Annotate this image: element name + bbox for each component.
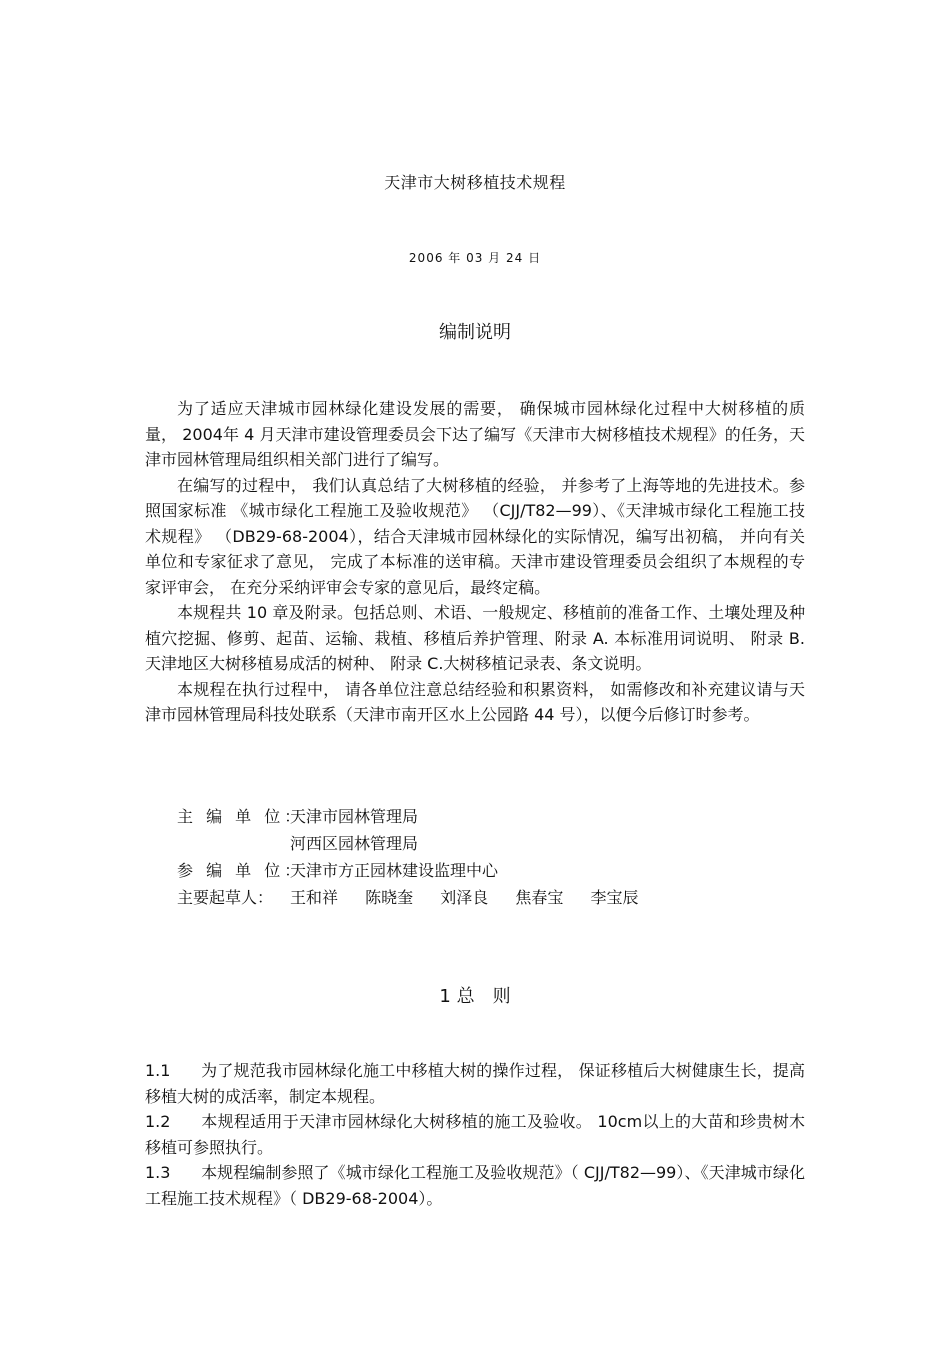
clause-number: 1.2 <box>145 1112 171 1131</box>
drafters-label: 主要起草人： <box>177 888 274 907</box>
clause-text: 为了规范我市园林绿化施工中移植大树的操作过程， 保证移植后大树健康生长，提高移植大树的成活率，制定本规程。 <box>145 1061 805 1106</box>
clause-text: 本规程编制参照了《城市绿化工程施工及验收规范》（ CJJ/T82—99）、《天津城市绿化工程施工技术规程》（ DB29-68-2004）。 <box>145 1163 805 1208</box>
preface-paragraph: 为了适应天津城市园林绿化建设发展的需要， 确保城市园林绿化过程中大树移植的质量， 2004年 4 月天津市建设管理委员会下达了编写《天津市大树移植技术规程》的任务，天津市园林管理局组织相关部门进行了编写。 <box>145 399 805 469</box>
clause-number: 1.3 <box>145 1163 171 1182</box>
chapter-heading: 1 总 则 <box>439 986 511 1007</box>
clause-number: 1.1 <box>145 1061 171 1080</box>
editor-label-spacer <box>145 830 290 857</box>
drafter-name: 王和祥 <box>290 888 339 907</box>
drafters-row <box>145 884 805 911</box>
editor-row <box>145 803 805 830</box>
participant-label: 参 编 单 位： <box>177 861 305 880</box>
clause <box>145 1058 805 1109</box>
drafters-list <box>290 884 660 911</box>
preface-paragraph: 本规程在执行过程中， 请各单位注意总结经验和积累资料， 如需修改和补充建议请与天津市园林管理局科技处联系（天津市南开区水上公园路 44 号），以便今后修订时参考。 <box>145 679 805 724</box>
document-title: 天津市大树移植技术规程 <box>384 173 566 192</box>
drafter-name: 刘泽良 <box>440 888 489 907</box>
participant-unit: 天津市方正园林建设监理中心 <box>290 861 499 880</box>
editor-row-2 <box>145 830 805 857</box>
credits-block <box>145 803 805 911</box>
preface-paragraph: 本规程共 10 章及附录。包括总则、术语、一般规定、移植前的准备工作、土壤处理及种植穴挖掘、修剪、起苗、运输、栽植、移植后养护管理、附录 A. 本标准用词说明、 附录 B. 天津地区大树移植易成活的树种、 附录 C.大树移植记录表、条文说明。 <box>145 603 805 673</box>
preface-paragraph: 在编写的过程中， 我们认真总结了大树移植的经验， 并参考了上海等地的先进技术。参照国家标准 《城市绿化工程施工及验收规范》 （CJJ/T82—99）、《天津城市绿化工程施工技术规程》 （DB29-68-2004），结合天津城市园林绿化的实际情况，编写出初稿， 并向有关单位和专家征求了意见， 完成了本标准的送审稿。天津市建设管理委员会组织了本规程的专家评审会， 在充分采纳评审会专家的意见后，最终定稿。 <box>145 475 805 597</box>
preface-body <box>145 396 805 728</box>
participant-row <box>145 857 805 884</box>
chapter-body <box>145 1058 805 1211</box>
drafter-name: 焦春宝 <box>515 888 564 907</box>
editor-label: 主 编 单 位： <box>177 807 305 826</box>
clause-text: 本规程适用于天津市园林绿化大树移植的施工及验收。 10cm以上的大苗和珍贵树木移植可参照执行。 <box>145 1112 805 1157</box>
preface-heading: 编制说明 <box>439 322 511 343</box>
document-date: 2006 年 03 月 24 日 <box>408 251 542 265</box>
drafter-name: 陈晓奎 <box>365 888 414 907</box>
editor-unit: 河西区园林管理局 <box>290 834 419 853</box>
clause <box>145 1109 805 1160</box>
clause <box>145 1160 805 1211</box>
editor-unit: 天津市园林管理局 <box>290 807 419 826</box>
drafter-name: 李宝辰 <box>590 888 639 907</box>
